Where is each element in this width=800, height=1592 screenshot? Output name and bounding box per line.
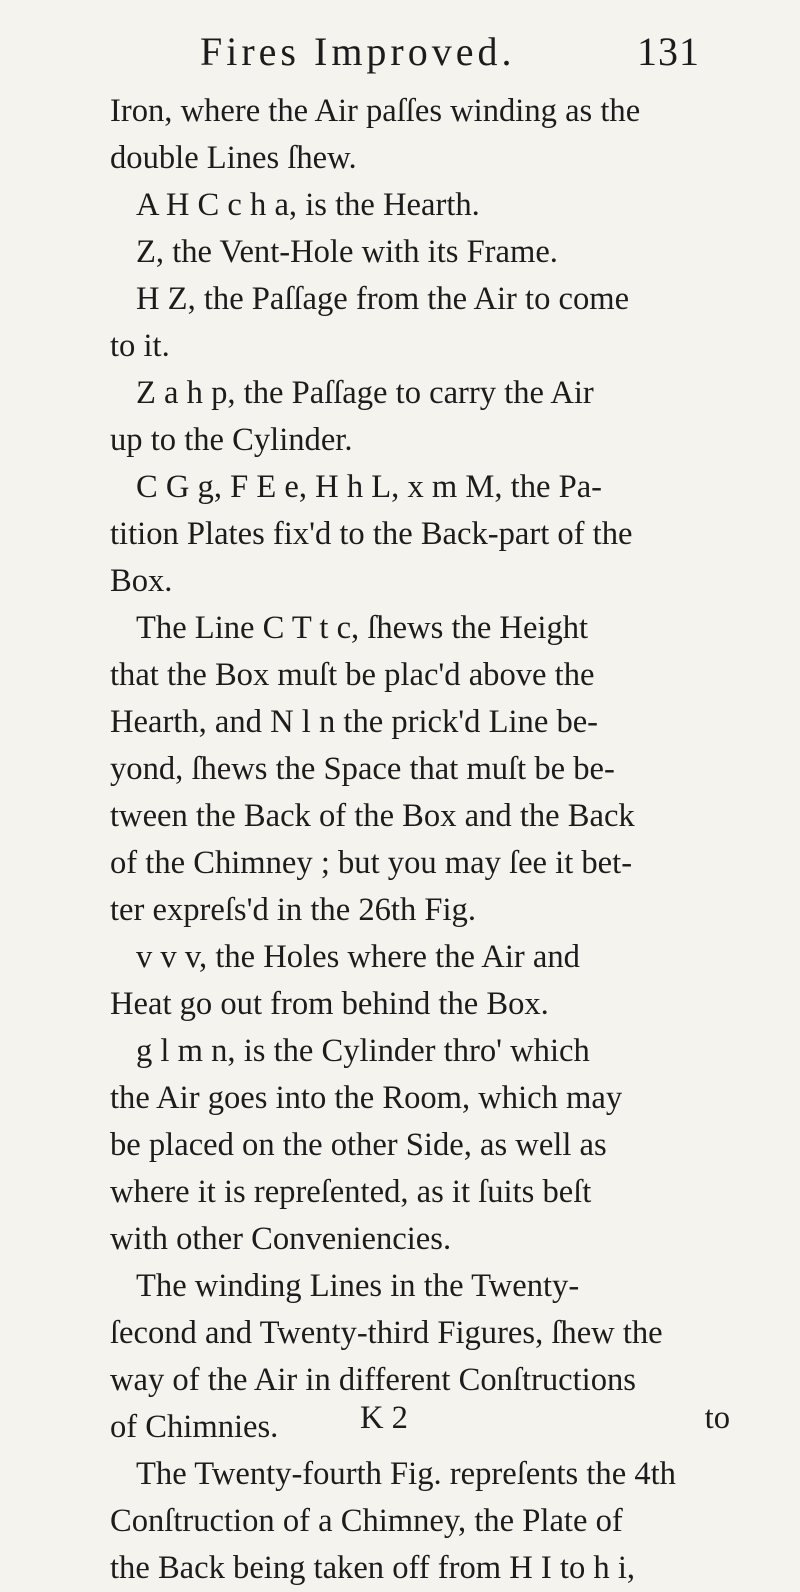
signature-mark: K 2 xyxy=(360,1400,408,1436)
text-line: of the Chimney ; but you may ſee it bet- xyxy=(110,845,633,881)
running-title: Fires Improved. xyxy=(200,29,516,74)
text-line: yond, ſhews the Space that muſt be be- xyxy=(110,751,615,787)
text-line: the Air goes into the Room, which may xyxy=(110,1080,623,1116)
text-line: The winding Lines in the Twenty- xyxy=(136,1268,580,1304)
text-line: Conſtruction of a Chimney, the Plate of xyxy=(110,1503,623,1539)
text-line: up to the Cylinder. xyxy=(110,422,353,458)
text-line: The Twenty-fourth Fig. repreſents the 4th xyxy=(136,1456,676,1492)
text-line: tition Plates fix'd to the Back-part of the xyxy=(110,516,633,552)
text-line: g l m n, is the Cylinder thro' which xyxy=(136,1033,590,1069)
text-line: C G g, F E e, H h L, x m M, the Pa- xyxy=(136,469,603,505)
text-line: that the Box muſt be plac'd above the xyxy=(110,657,595,693)
text-line: Hearth, and N l n the prick'd Line be- xyxy=(110,704,599,740)
text-line: ter expreſs'd in the 26th Fig. xyxy=(110,892,476,928)
text-line: way of the Air in different Conſtructions xyxy=(110,1362,636,1398)
text-line: v v v, the Holes where the Air and xyxy=(136,939,580,975)
page-footer xyxy=(110,1400,730,1447)
text-line: Z a h p, the Paſſage to carry the Air xyxy=(136,375,594,411)
page-number: 131 xyxy=(637,29,700,74)
text-line: to it. xyxy=(110,328,170,364)
body-text xyxy=(110,88,730,1592)
text-line: of Chimnies. xyxy=(110,1409,279,1445)
text-line: Z, the Vent-Hole with its Frame. xyxy=(136,234,558,270)
text-line: the Back being taken off from H I to h i, xyxy=(110,1550,636,1586)
text-line: H Z, the Paſſage from the Air to come xyxy=(136,281,630,317)
running-header xyxy=(200,28,700,75)
text-line: tween the Back of the Box and the Back xyxy=(110,798,635,834)
text-line: Heat go out from behind the Box. xyxy=(110,986,549,1022)
text-line: with other Conveniencies. xyxy=(110,1221,452,1257)
text-line: be placed on the other Side, as well as xyxy=(110,1127,607,1163)
text-line: Box. xyxy=(110,563,173,599)
text-line: A H C c h a, is the Hearth. xyxy=(136,187,480,223)
text-line: Iron, where the Air paſſes winding as the xyxy=(110,93,641,129)
text-line: double Lines ſhew. xyxy=(110,140,357,176)
text-line: ſecond and Twenty-third Figures, ſhew the xyxy=(110,1315,663,1351)
text-line: where it is repreſented, as it ſuits beſt xyxy=(110,1174,592,1210)
text-line: The Line C T t c, ſhews the Height xyxy=(136,610,589,646)
catchword: to xyxy=(704,1400,730,1436)
